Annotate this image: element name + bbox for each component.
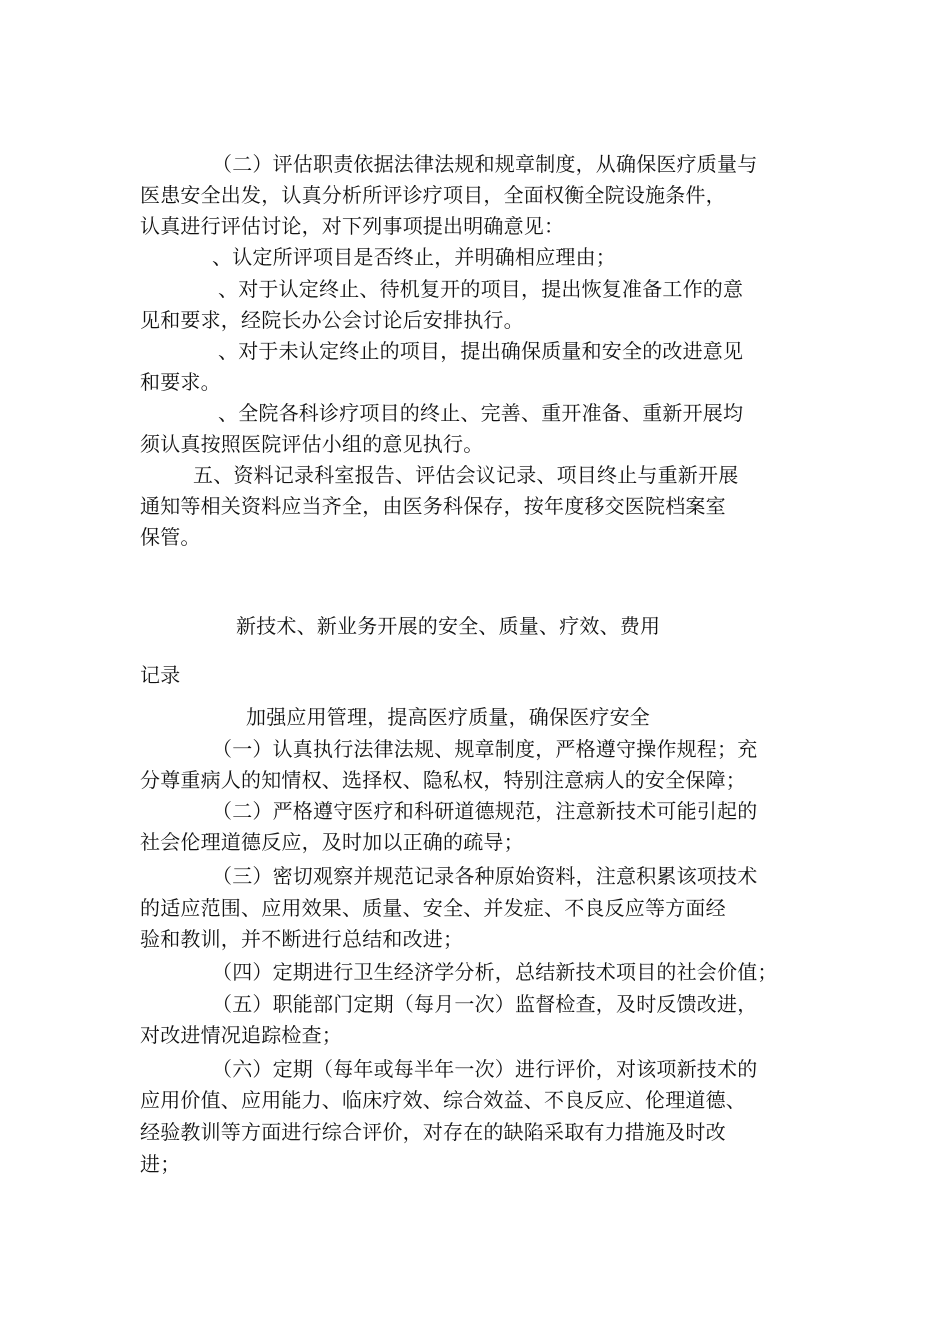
list-item-line: 、认定所评项目是否终止，并明确相应理由； xyxy=(212,245,616,269)
list-item-line: 见和要求，经院长办公会讨论后安排执行。 xyxy=(140,308,524,332)
section-subtitle: 记录 xyxy=(140,663,181,687)
paragraph-line: 认真进行评估讨论，对下列事项提出明确意见： xyxy=(140,214,565,238)
paragraph-line: 医患安全出发，认真分析所评诊疗项目，全面权衡全院设施条件， xyxy=(140,183,726,207)
paragraph-line: 应用价值、应用能力、临床疗效、综合效益、不良反应、伦理道德、 xyxy=(140,1088,746,1112)
paragraph-line: 分尊重病人的知情权、选择权、隐私权，特别注意病人的安全保障； xyxy=(140,768,746,792)
paragraph-line: 五、资料记录科室报告、评估会议记录、项目终止与重新开展 xyxy=(193,463,739,487)
list-item-line: 、全院各科诊疗项目的终止、完善、重开准备、重新开展均 xyxy=(218,401,744,425)
paragraph-line: （六）定期（每年或每半年一次）进行评价，对该项新技术的 xyxy=(212,1057,758,1081)
paragraph-line: 经验教训等方面进行综合评价，对存在的缺陷采取有力措施及时改 xyxy=(140,1120,726,1144)
paragraph-line: 的适应范围、应用效果、质量、安全、并发症、不良反应等方面经 xyxy=(140,896,726,920)
paragraph-line: 社会伦理道德反应，及时加以正确的疏导； xyxy=(140,830,524,854)
list-item-line: 、对于认定终止、待机复开的项目，提出恢复准备工作的意 xyxy=(218,277,744,301)
paragraph-line: （四）定期进行卫生经济学分析，总结新技术项目的社会价值； xyxy=(212,960,778,984)
paragraph-line: （三）密切观察并规范记录各种原始资料，注意积累该项技术 xyxy=(212,864,758,888)
paragraph-line: 通知等相关资料应当齐全，由医务科保存，按年度移交医院档案室 xyxy=(140,494,726,518)
paragraph-line: （二）严格遵守医疗和科研道德规范，注意新技术可能引起的 xyxy=(212,799,758,823)
paragraph-line: （五）职能部门定期（每月一次）监督检查，及时反馈改进， xyxy=(212,992,758,1016)
paragraph-line: （二）评估职责依据法律法规和规章制度，从确保医疗质量与 xyxy=(212,152,758,176)
paragraph-line: 保管。 xyxy=(140,525,201,549)
paragraph-line: 进； xyxy=(140,1152,181,1176)
section-title: 新技术、新业务开展的安全、质量、疗效、费用 xyxy=(236,614,661,638)
section-heading: 加强应用管理，提高医疗质量，确保医疗安全 xyxy=(246,705,650,729)
list-item-line: 、对于未认定终止的项目，提出确保质量和安全的改进意见 xyxy=(218,339,744,363)
list-item-line: 和要求。 xyxy=(140,370,221,394)
paragraph-line: 对改进情况追踪检查； xyxy=(140,1023,342,1047)
paragraph-line: 验和教训，并不断进行总结和改进； xyxy=(140,927,464,951)
paragraph-line: （一）认真执行法律法规、规章制度，严格遵守操作规程；充 xyxy=(212,737,758,761)
list-item-line: 须认真按照医院评估小组的意见执行。 xyxy=(140,432,484,456)
